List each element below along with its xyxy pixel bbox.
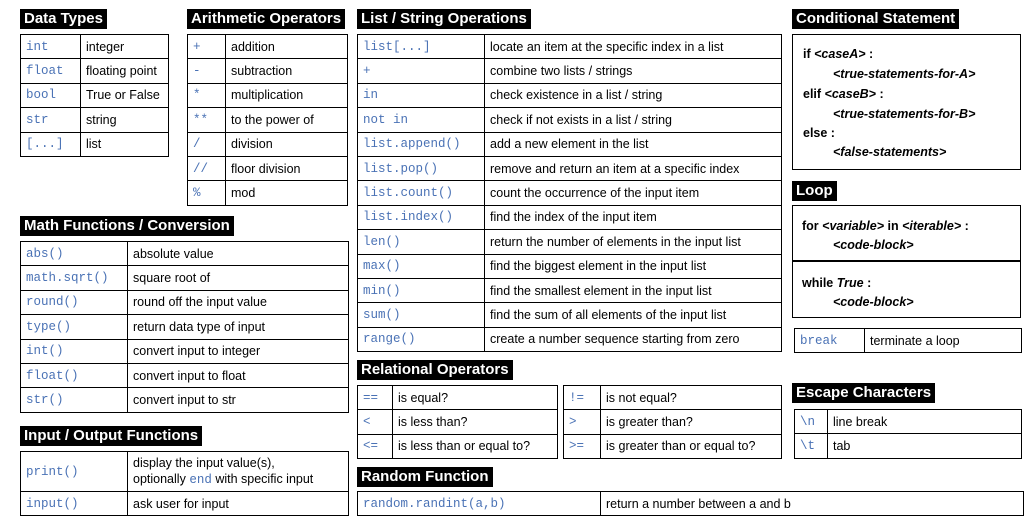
description-cell: square root of [128,266,349,290]
print-desc-optionally: optionally [133,472,186,486]
table-row [795,410,1022,434]
description-cell: integer [81,35,169,59]
description-cell: is not equal? [601,386,782,410]
break-table [794,328,1022,353]
for-colon: : [964,219,969,233]
code-cell: max() [358,254,485,278]
if-keyword: if [803,47,811,61]
code-cell: ** [188,108,226,132]
randint-code: random.randint(a,b) [358,492,601,516]
code-cell: float [21,59,81,83]
table-row [188,181,348,205]
code-cell: + [188,35,226,59]
code-cell: <= [358,434,393,458]
description-cell: to the power of [226,108,348,132]
math-functions-heading: Math Functions / Conversion [20,216,234,236]
print-desc [128,452,349,492]
table-row [188,108,348,132]
table-row [358,434,558,458]
table-row [21,108,169,132]
loop-heading: Loop [792,181,837,201]
table-row [358,303,782,327]
code-cell: \t [795,434,828,458]
description-cell: check existence in a list / string [485,83,782,107]
description-cell: subtraction [226,59,348,83]
description-cell: find the smallest element in the input list [485,278,782,302]
while-code-block: <code-block> [833,295,914,309]
code-cell: == [358,386,393,410]
description-cell: list [81,132,169,156]
description-cell: string [81,108,169,132]
code-cell: + [358,59,485,83]
description-cell: combine two lists / strings [485,59,782,83]
description-cell: convert input to str [128,388,349,412]
while-colon: : [867,276,872,290]
description-cell: check if not exists in a list / string [485,108,782,132]
arithmetic-table [187,34,348,206]
while-line [802,276,871,290]
table-row [21,290,349,314]
table-row [358,205,782,229]
print-code: print() [21,452,128,492]
for-line [802,219,969,233]
break-code: break [795,329,865,353]
list-ops-table [357,34,782,352]
case-a: <caseA> [814,47,866,61]
description-cell: create a number sequence starting from zero [485,327,782,351]
code-cell: % [188,181,226,205]
if-colon: : [869,47,874,61]
table-row [21,339,349,363]
table-row [358,492,1024,516]
table-row [358,83,782,107]
code-cell: list.index() [358,205,485,229]
table-row [21,35,169,59]
input-code: input() [21,492,128,516]
code-cell: type() [21,315,128,339]
description-cell: convert input to integer [128,339,349,363]
code-cell: in [358,83,485,107]
table-row [358,156,782,180]
description-cell: locate an item at the specific index in a list [485,35,782,59]
table-row [21,132,169,156]
code-cell: int [21,35,81,59]
code-cell: int() [21,339,128,363]
code-cell: - [188,59,226,83]
table-row [358,327,782,351]
table-row [188,59,348,83]
description-cell: return the number of elements in the input list [485,230,782,254]
description-cell: return data type of input [128,315,349,339]
random-heading: Random Function [357,467,493,487]
table-row [188,156,348,180]
description-cell: round off the input value [128,290,349,314]
conditional-heading: Conditional Statement [792,9,959,29]
table-row [188,83,348,107]
table-row [358,410,558,434]
data-types-heading: Data Types [20,9,107,29]
table-row [188,35,348,59]
print-desc-line2 [133,471,343,488]
code-cell: min() [358,278,485,302]
table-row [564,386,782,410]
description-cell: line break [828,410,1022,434]
table-row [358,181,782,205]
table-row [795,434,1022,458]
description-cell: is greater than or equal to? [601,434,782,458]
true-keyword: True [836,276,864,290]
description-cell: multiplication [226,83,348,107]
description-cell: division [226,132,348,156]
code-cell: < [358,410,393,434]
for-body-line [833,238,914,252]
escape-table [794,409,1022,459]
false-statements: <false-statements> [833,145,947,159]
description-cell: tab [828,434,1022,458]
description-cell: floor division [226,156,348,180]
code-cell: len() [358,230,485,254]
data-types-table [20,34,169,157]
description-cell: find the index of the input item [485,205,782,229]
list-ops-heading: List / String Operations [357,9,531,29]
code-cell: list.pop() [358,156,485,180]
arithmetic-heading: Arithmetic Operators [187,9,345,29]
table-row [358,230,782,254]
else-line [803,126,835,140]
relational-right-table [563,385,782,459]
code-cell: >= [564,434,601,458]
table-row [358,386,558,410]
true-b-line [833,107,975,121]
relational-heading: Relational Operators [357,360,513,380]
description-cell: absolute value [128,242,349,266]
table-row [21,492,349,516]
print-desc-line1: display the input value(s), [133,456,275,470]
description-cell: floating point [81,59,169,83]
table-row [21,59,169,83]
description-cell: is less than or equal to? [393,434,558,458]
while-keyword: while [802,276,834,290]
loop-iterable: <iterable> [902,219,962,233]
description-cell: is less than? [393,410,558,434]
description-cell: convert input to float [128,363,349,387]
io-functions-table [20,451,349,516]
input-desc: ask user for input [128,492,349,516]
description-cell: True or False [81,83,169,107]
while-body-line [833,295,914,309]
description-cell: mod [226,181,348,205]
table-row [21,452,349,492]
randint-desc: return a number between a and b [601,492,1024,516]
code-cell: list[...] [358,35,485,59]
description-cell: find the sum of all elements of the input list [485,303,782,327]
for-code-block: <code-block> [833,238,914,252]
description-cell: add a new element in the list [485,132,782,156]
code-cell: / [188,132,226,156]
code-cell: bool [21,83,81,107]
print-desc-rest: with specific input [215,472,314,486]
description-cell: remove and return an item at a specific index [485,156,782,180]
true-a-line [833,67,975,81]
table-row [21,388,349,412]
for-loop-box [792,205,1021,262]
conditional-box [792,34,1021,170]
true-statements-a: <true-statements-for-A> [833,67,976,81]
escape-heading: Escape Characters [792,383,935,403]
code-cell: > [564,410,601,434]
true-statements-b: <true-statements-for-B> [833,107,976,121]
table-row [358,254,782,278]
if-line [803,47,873,61]
description-cell: count the occurrence of the input item [485,181,782,205]
code-cell: \n [795,410,828,434]
code-cell: list.append() [358,132,485,156]
code-cell: str [21,108,81,132]
elif-line [803,87,884,101]
false-line [833,145,946,159]
description-cell: find the biggest element in the input list [485,254,782,278]
code-cell: abs() [21,242,128,266]
table-row [564,410,782,434]
code-cell: float() [21,363,128,387]
code-cell: str() [21,388,128,412]
break-desc: terminate a loop [865,329,1022,353]
table-row [21,242,349,266]
in-keyword: in [887,219,899,233]
table-row [188,132,348,156]
while-loop-box [792,260,1021,318]
table-row [564,434,782,458]
code-cell: sum() [358,303,485,327]
random-table [357,491,1024,516]
table-row [21,83,169,107]
code-cell: range() [358,327,485,351]
loop-variable: <variable> [822,219,885,233]
table-row [358,108,782,132]
math-functions-table [20,241,349,413]
description-cell: addition [226,35,348,59]
table-row [21,363,349,387]
end-keyword: end [189,473,212,487]
table-row [358,278,782,302]
case-b: <caseB> [824,87,876,101]
code-cell: list.count() [358,181,485,205]
description-cell: is equal? [393,386,558,410]
code-cell: // [188,156,226,180]
code-cell: [...] [21,132,81,156]
for-keyword: for [802,219,819,233]
table-row [358,132,782,156]
code-cell: math.sqrt() [21,266,128,290]
table-row [795,329,1022,353]
code-cell: * [188,83,226,107]
io-functions-heading: Input / Output Functions [20,426,202,446]
code-cell: round() [21,290,128,314]
elif-keyword: elif [803,87,822,101]
code-cell: != [564,386,601,410]
elif-colon: : [879,87,884,101]
table-row [21,315,349,339]
table-row [21,266,349,290]
relational-left-table [357,385,558,459]
code-cell: not in [358,108,485,132]
description-cell: is greater than? [601,410,782,434]
else-keyword: else : [803,126,835,140]
table-row [358,35,782,59]
table-row [358,59,782,83]
